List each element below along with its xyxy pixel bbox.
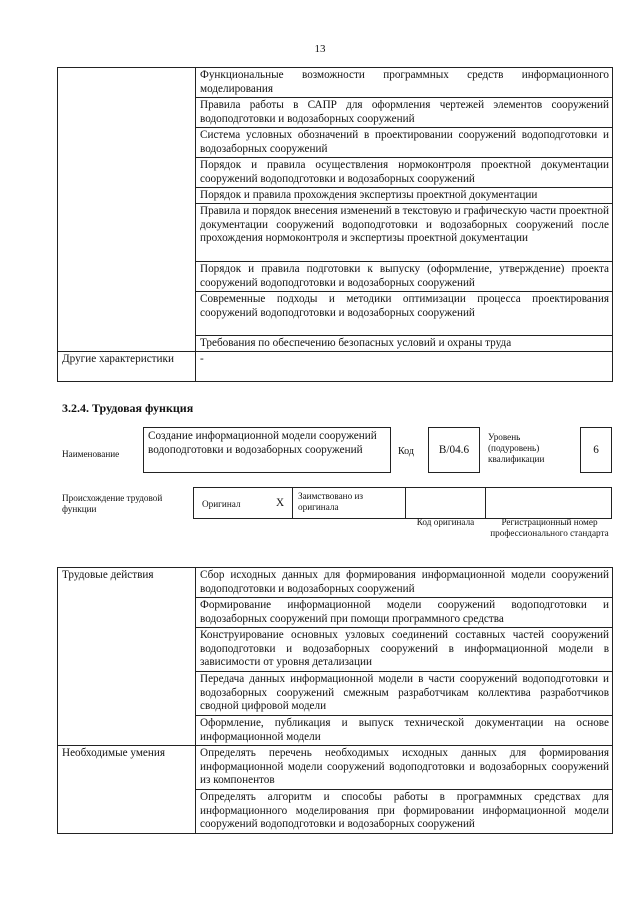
empty-label-cell — [58, 68, 196, 352]
knowledge-item: Требования по обеспечению безопасных условий и охраны труда — [196, 336, 613, 352]
knowledge-item: Функциональные возможности программных средств информационного моделирования — [196, 68, 613, 98]
original-label: Оригинал — [202, 499, 241, 509]
reg-number-label: Регистрационный номер профессионального стандарта — [490, 517, 609, 538]
skill-item: Определять перечень необходимых исходных данных для формирования информационной модели сооружений водоподготовки и водозаборных сооружений из компонентов — [196, 746, 613, 790]
action-item: Сбор исходных данных для формирования информационной модели сооружений водоподготовки и водозаборных сооружений — [196, 568, 613, 598]
name-label: Наименование — [62, 449, 120, 459]
borrowed-label: Заимствовано из оригинала — [298, 491, 364, 512]
knowledge-item: Система условных обозначений в проектировании сооружений водоподготовки и водозаборных сооружений — [196, 128, 613, 158]
knowledge-item: Правила и порядок внесения изменений в текстовую и графическую части проектной документации сооружений водоподготовки и водозаборных сооружений после прохождения нормоконтроля и экспертизы проектной документации — [196, 204, 613, 262]
action-item: Передача данных информационной модели в части сооружений водоподготовки и водозаборных сооружений смежным разработчикам коллектива разработчиков сводной цифровой модели — [196, 672, 613, 716]
actions-skills-table — [57, 567, 613, 834]
knowledge-item: Правила работы в САПР для оформления чертежей элементов сооружений водоподготовки и водозаборных сооружений — [196, 98, 613, 128]
borrowed-box — [292, 487, 406, 519]
action-item: Конструирование основных узловых соединений составных частей сооружений водоподготовки и водозаборных сооружений в информационной модели в зависимости от уровня детализации — [196, 628, 613, 672]
code-value: B/04.6 — [428, 427, 480, 473]
code-label: Код — [398, 446, 414, 457]
level-value: 6 — [580, 427, 612, 473]
origin-label: Происхождение трудовой функции — [62, 493, 163, 514]
knowledge-item: Порядок и правила осуществления нормоконтроля проектной документации сооружений водоподготовки и водозаборных сооружений — [196, 158, 613, 188]
action-item: Формирование информационной модели сооружений водоподготовки и водозаборных сооружений при помощи программного средства — [196, 598, 613, 628]
reg-number-box — [485, 487, 612, 519]
knowledge-item: Порядок и правила прохождения экспертизы проектной документации — [196, 188, 613, 204]
original-box — [193, 487, 293, 519]
original-mark: X — [276, 497, 285, 509]
knowledge-table — [57, 67, 613, 382]
knowledge-item: Порядок и правила подготовки к выпуску (оформление, утверждение) проекта сооружений водоподготовки и водозаборных сооружений — [196, 262, 613, 292]
page-number: 13 — [314, 43, 326, 55]
actions-label: Трудовые действия — [58, 568, 196, 746]
code-original-box — [405, 487, 486, 519]
skill-item: Определять алгоритм и способы работы в программных средствах для информационного моделирования при формировании информационной модели сооружений водоподготовки и водозаборных сооружений — [196, 790, 613, 834]
level-label: Уровень (подуровень) квалификации — [488, 432, 545, 464]
other-characteristics-label: Другие характеристики — [58, 352, 196, 382]
skills-label: Необходимые умения — [58, 746, 196, 834]
other-characteristics-value: - — [196, 352, 613, 382]
code-original-label: Код оригинала — [416, 517, 475, 527]
action-item: Оформление, публикация и выпуск технической документации на основе информационной модели — [196, 716, 613, 746]
function-name-box: Создание информационной модели сооружений водоподготовки и водозаборных сооружений — [143, 427, 391, 473]
section-heading: 3.2.4. Трудовая функция — [62, 401, 194, 415]
knowledge-item: Современные подходы и методики оптимизации процесса проектирования сооружений водоподготовки и водозаборных сооружений — [196, 292, 613, 336]
